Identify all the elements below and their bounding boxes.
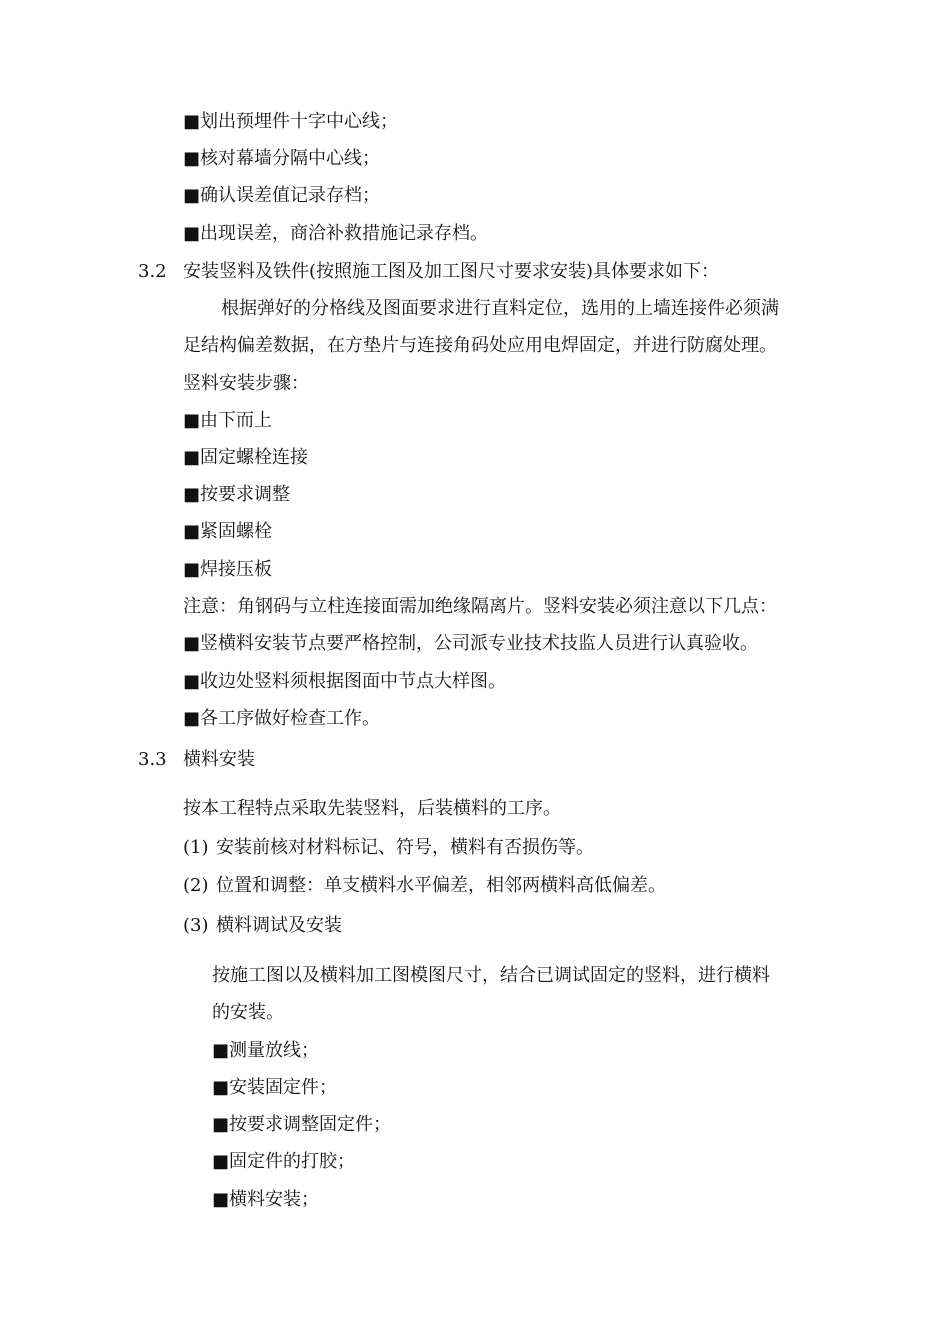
item-number: (1) [183,837,209,858]
step-line: ■固定件的打胶； [212,1151,356,1172]
step-line: ■安装固定件； [212,1077,338,1098]
section-title: 安装竖料及铁件(按照施工图及加工图尺寸要求安装)具体要求如下： [183,261,720,282]
intro-line: 按本工程特点采取先装竖料，后装横料的工序。 [183,798,561,819]
paragraph-line: 足结构偏差数据，在方垫片与连接角码处应用电焊固定，并进行防腐处理。 [183,335,777,356]
step-line: ■焊接压板 [183,559,273,580]
note-line: 注意：角钢码与立柱连接面需加绝缘隔离片。竖料安装必须注意以下几点： [183,596,777,617]
step-line: ■按要求调整固定件； [212,1114,392,1135]
bullet-line: ■核对幕墙分隔中心线； [183,148,381,169]
point-line: ■各工序做好检查工作。 [183,708,381,729]
paragraph-line: 按施工图以及横料加工图模图尺寸，结合已调试固定的竖料，进行横料 [212,965,770,986]
item-number: (3) [183,915,209,936]
item-text: 横料调试及安装 [216,915,342,936]
paragraph-line: 的安装。 [212,1002,284,1023]
item-number: (2) [183,875,209,896]
bullet-line: ■确认误差值记录存档； [183,185,381,206]
step-line: ■固定螺栓连接 [183,447,309,468]
step-line: ■测量放线； [212,1040,320,1061]
section-number: 3.3 [138,749,167,770]
item-text: 位置和调整：单支横料水平偏差，相邻两横料高低偏差。 [216,875,666,896]
step-line: ■横料安装； [212,1189,320,1210]
section-title: 横料安装 [183,749,255,770]
paragraph-line: 根据弹好的分格线及图面要求进行直料定位，选用的上墙连接件必须满 [221,298,779,319]
steps-title: 竖料安装步骤： [183,373,309,394]
point-line: ■收边处竖料须根据图面中节点大样图。 [183,671,507,692]
bullet-line: ■划出预埋件十字中心线； [183,111,399,132]
step-line: ■按要求调整 [183,484,291,505]
bullet-line: ■出现误差，商洽补救措施记录存档。 [183,223,489,244]
section-number: 3.2 [138,261,167,282]
step-line: ■紧固螺栓 [183,521,273,542]
point-line: ■竖横料安装节点要严格控制，公司派专业技术技监人员进行认真验收。 [183,633,759,654]
step-line: ■由下而上 [183,410,273,431]
item-text: 安装前核对材料标记、符号，横料有否损伤等。 [216,837,594,858]
